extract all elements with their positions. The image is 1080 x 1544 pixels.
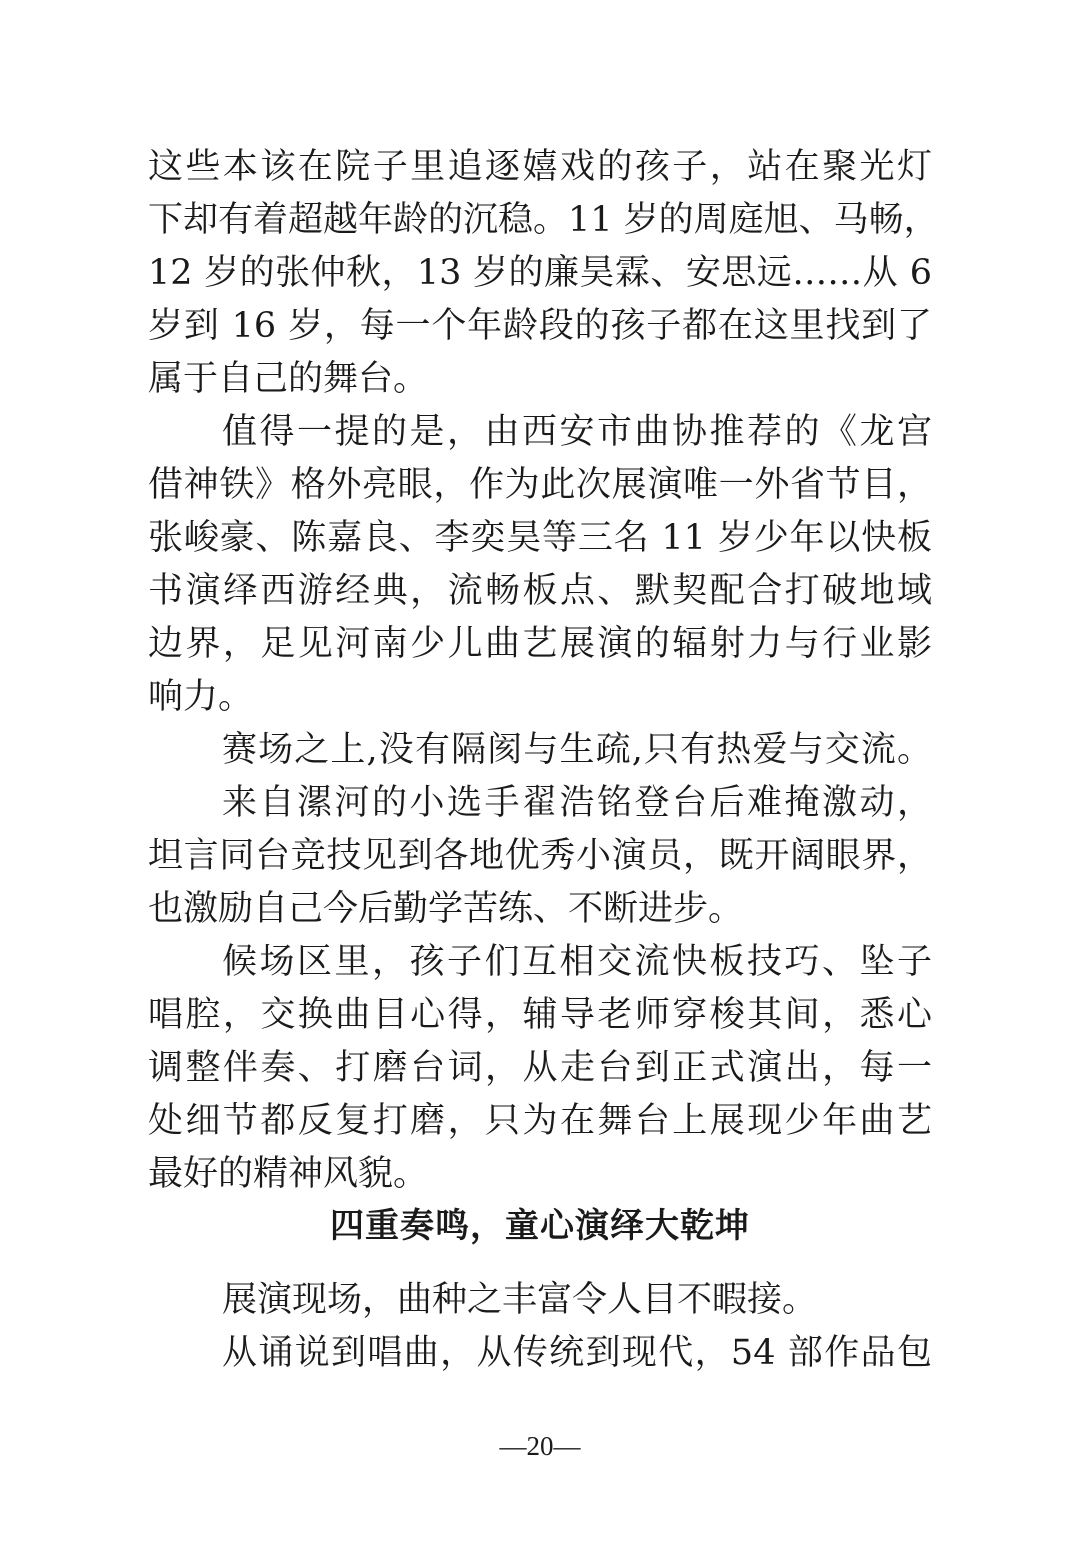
paragraph-line: 值得一提的是，由西安市曲协推荐的《龙宫	[222, 412, 932, 452]
paragraph-line: 展演现场，曲种之丰富令人目不暇接。	[222, 1280, 818, 1320]
page-number: —20—	[499, 1431, 581, 1461]
paragraph-line: 来自漯河的小选手翟浩铭登台后难掩激动，	[222, 783, 932, 823]
paragraph-line: 响力。	[148, 677, 254, 717]
paragraph-line: 借神铁》格外亮眼，作为此次展演唯一外省节目，	[148, 465, 932, 505]
paragraph-line: 书演绎西游经典，流畅板点、默契配合打破地域	[148, 571, 932, 611]
paragraph-line: 处细节都反复打磨，只为在舞台上展现少年曲艺	[148, 1101, 932, 1141]
paragraph-line: 唱腔，交换曲目心得，辅导老师穿梭其间，悉心	[148, 995, 932, 1035]
paragraph-line: 属于自己的舞台。	[148, 359, 429, 399]
paragraph-line: 下却有着超越年龄的沉稳。11 岁的周庭旭、马畅，	[148, 200, 939, 240]
paragraph-line: 也激励自己今后勤学苦练、不断进步。	[148, 889, 744, 929]
paragraph-line: 调整伴奏、打磨台词，从走台到正式演出，每一	[148, 1048, 932, 1088]
paragraph-line: 赛场之上,没有隔阂与生疏,只有热爱与交流。	[222, 730, 932, 770]
paragraph-line: 最好的精神风貌。	[148, 1154, 429, 1194]
paragraph-line: 边界，足见河南少儿曲艺展演的辐射力与行业影	[148, 624, 932, 664]
paragraph-line: 12 岁的张仲秋，13 岁的廉昊霖、安思远……从 6	[148, 253, 932, 293]
section-heading: 四重奏鸣，童心演绎大乾坤	[330, 1206, 750, 1246]
paragraph-line: 这些本该在院子里追逐嬉戏的孩子，站在聚光灯	[148, 147, 932, 187]
paragraph-line: 岁到 16 岁，每一个年龄段的孩子都在这里找到了	[148, 306, 932, 346]
paragraph-line: 坦言同台竞技见到各地优秀小演员，既开阔眼界，	[148, 836, 932, 876]
paragraph-line: 张峻豪、陈嘉良、李奕昊等三名 11 岁少年以快板	[148, 518, 932, 558]
paragraph-line: 候场区里，孩子们互相交流快板技巧、坠子	[222, 942, 932, 982]
paragraph-line: 从诵说到唱曲，从传统到现代，54 部作品包	[222, 1333, 932, 1373]
